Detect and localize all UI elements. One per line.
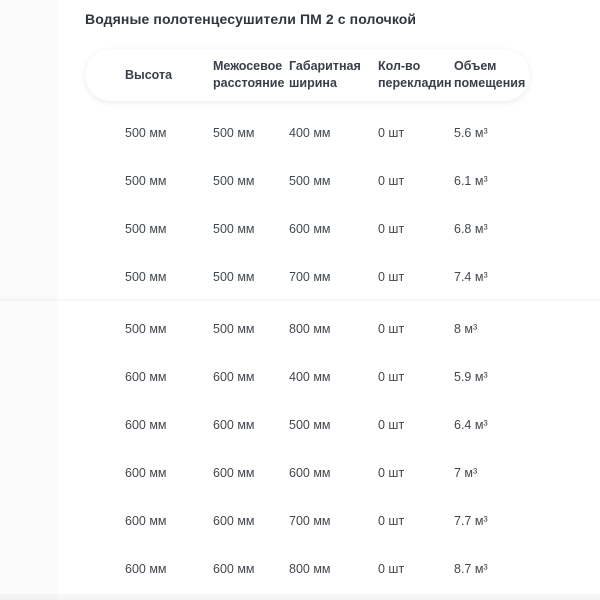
cell-overall-width: 700 мм [289,270,331,284]
cell-axial-spacing: 500 мм [213,270,255,284]
cell-overall-width: 400 мм [289,370,331,384]
table-row [85,305,530,353]
cell-crossbars-count: 0 шт [378,322,405,336]
table-row [85,253,530,301]
cell-overall-width: 600 мм [289,222,331,236]
cell-crossbars-count: 0 шт [378,370,405,384]
table-header [85,49,530,101]
cell-room-volume: 7.7 м³ [454,514,488,528]
column-header-overall-width: Габаритная ширина [289,59,361,90]
cell-height: 500 мм [125,126,167,140]
cell-height: 600 мм [125,514,167,528]
cell-axial-spacing: 600 мм [213,562,255,576]
table-row [85,449,530,497]
cell-room-volume: 8.7 м³ [454,562,488,576]
cell-crossbars-count: 0 шт [378,562,405,576]
cell-crossbars-count: 0 шт [378,514,405,528]
cell-height: 600 мм [125,418,167,432]
table-row [85,353,530,401]
cell-height: 500 мм [125,270,167,284]
column-header-room-volume: Объем помещения [454,59,526,90]
cell-crossbars-count: 0 шт [378,270,405,284]
page-title: Водяные полотенцесушители ПМ 2 с полочкой [85,11,417,27]
cell-axial-spacing: 600 мм [213,466,255,480]
cell-overall-width: 700 мм [289,514,331,528]
table-body [85,109,530,593]
cell-axial-spacing: 600 мм [213,514,255,528]
cell-overall-width: 500 мм [289,418,331,432]
cell-axial-spacing: 500 мм [213,126,255,140]
column-header-axial-spacing: Межосевое расстояние [213,59,285,90]
cell-overall-width: 400 мм [289,126,331,140]
cell-height: 600 мм [125,562,167,576]
table-row [85,497,530,545]
cell-axial-spacing: 600 мм [213,418,255,432]
table-row [85,109,530,157]
cell-axial-spacing: 500 мм [213,174,255,188]
cell-axial-spacing: 500 мм [213,322,255,336]
cell-overall-width: 500 мм [289,174,331,188]
cell-room-volume: 6.1 м³ [454,174,488,188]
cell-height: 500 мм [125,222,167,236]
cell-height: 600 мм [125,466,167,480]
table-row [85,401,530,449]
cell-room-volume: 8 м³ [454,322,478,336]
cell-overall-width: 600 мм [289,466,331,480]
cell-room-volume: 6.4 м³ [454,418,488,432]
column-header-height: Высота [125,67,173,82]
cell-room-volume: 5.6 м³ [454,126,488,140]
table-row [85,157,530,205]
cell-axial-spacing: 500 мм [213,222,255,236]
cell-crossbars-count: 0 шт [378,466,405,480]
cell-crossbars-count: 0 шт [378,418,405,432]
table-row [85,545,530,593]
cell-height: 500 мм [125,174,167,188]
column-header-crossbars-count: Кол-во перекладин [378,59,452,90]
cell-room-volume: 6.8 м³ [454,222,488,236]
cell-axial-spacing: 600 мм [213,370,255,384]
cell-room-volume: 7.4 м³ [454,270,488,284]
cell-room-volume: 5.9 м³ [454,370,488,384]
section-divider [0,296,600,301]
cell-overall-width: 800 мм [289,322,331,336]
cell-room-volume: 7 м³ [454,466,478,480]
table-row [85,205,530,253]
cell-crossbars-count: 0 шт [378,174,405,188]
page-bottom-edge [0,594,600,600]
cell-crossbars-count: 0 шт [378,126,405,140]
cell-overall-width: 800 мм [289,562,331,576]
cell-crossbars-count: 0 шт [378,222,405,236]
cell-height: 500 мм [125,322,167,336]
cell-height: 600 мм [125,370,167,384]
